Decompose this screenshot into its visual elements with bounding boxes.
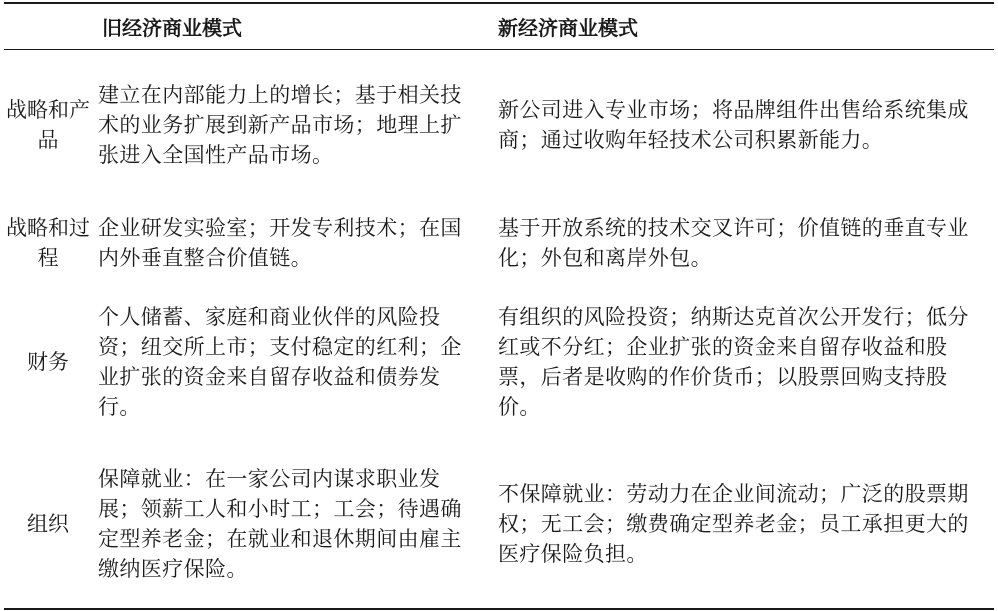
row-label-finance: 财务	[27, 350, 69, 374]
table-row	[4, 49, 994, 201]
row-label-organization: 组织	[27, 511, 69, 536]
new-model-cell: 不保障就业：劳动力在企业间流动；广泛的股票期权；无工会；缴费确定型养老金；员工承担更大的医疗保险负担。	[498, 481, 969, 566]
table-body	[4, 49, 994, 609]
header-old-model: 旧经济商业模式	[102, 15, 242, 40]
old-model-cell: 建立在内部能力上的增长；基于相关技术的业务扩展到新产品市场；地理上扩张进入全国性产品市场。	[98, 83, 462, 168]
old-model-cell: 个人储蓄、家庭和商业伙伴的风险投资；纽交所上市；支付稳定的红利；企业扩张的资金来自留存收益和债券发行。	[98, 305, 462, 419]
header-row	[4, 3, 994, 49]
table-row	[4, 439, 994, 609]
table-row	[4, 285, 994, 439]
business-model-comparison-table	[4, 2, 994, 610]
new-model-cell: 基于开放系统的技术交叉许可；价值链的垂直专业化；外包和离岸外包。	[498, 216, 969, 270]
row-label-strategy-process: 战略和过程	[6, 216, 90, 270]
table-row	[4, 201, 994, 285]
new-model-cell: 新公司进入专业市场；将品牌组件出售给系统集成商；通过收购年轻技术公司积累新能力。	[498, 98, 969, 153]
old-model-cell: 企业研发实验室；开发专利技术；在国内外垂直整合价值链。	[98, 216, 462, 270]
new-model-cell: 有组织的风险投资；纳斯达克首次公开发行；低分红或不分红；企业扩张的资金来自留存收益和股票，后者是收购的作价货币；以股票回购支持股价。	[498, 305, 969, 419]
header-new-model: 新经济商业模式	[498, 15, 638, 40]
header-category	[4, 3, 92, 49]
old-model-cell: 保障就业：在一家公司内谋求职业发展；领薪工人和小时工；工会；待遇确定型养老金；在就业和退休期间由雇主缴纳医疗保险。	[98, 466, 462, 581]
row-label-strategy-product: 战略和产品	[6, 98, 90, 153]
table-header	[4, 3, 994, 49]
